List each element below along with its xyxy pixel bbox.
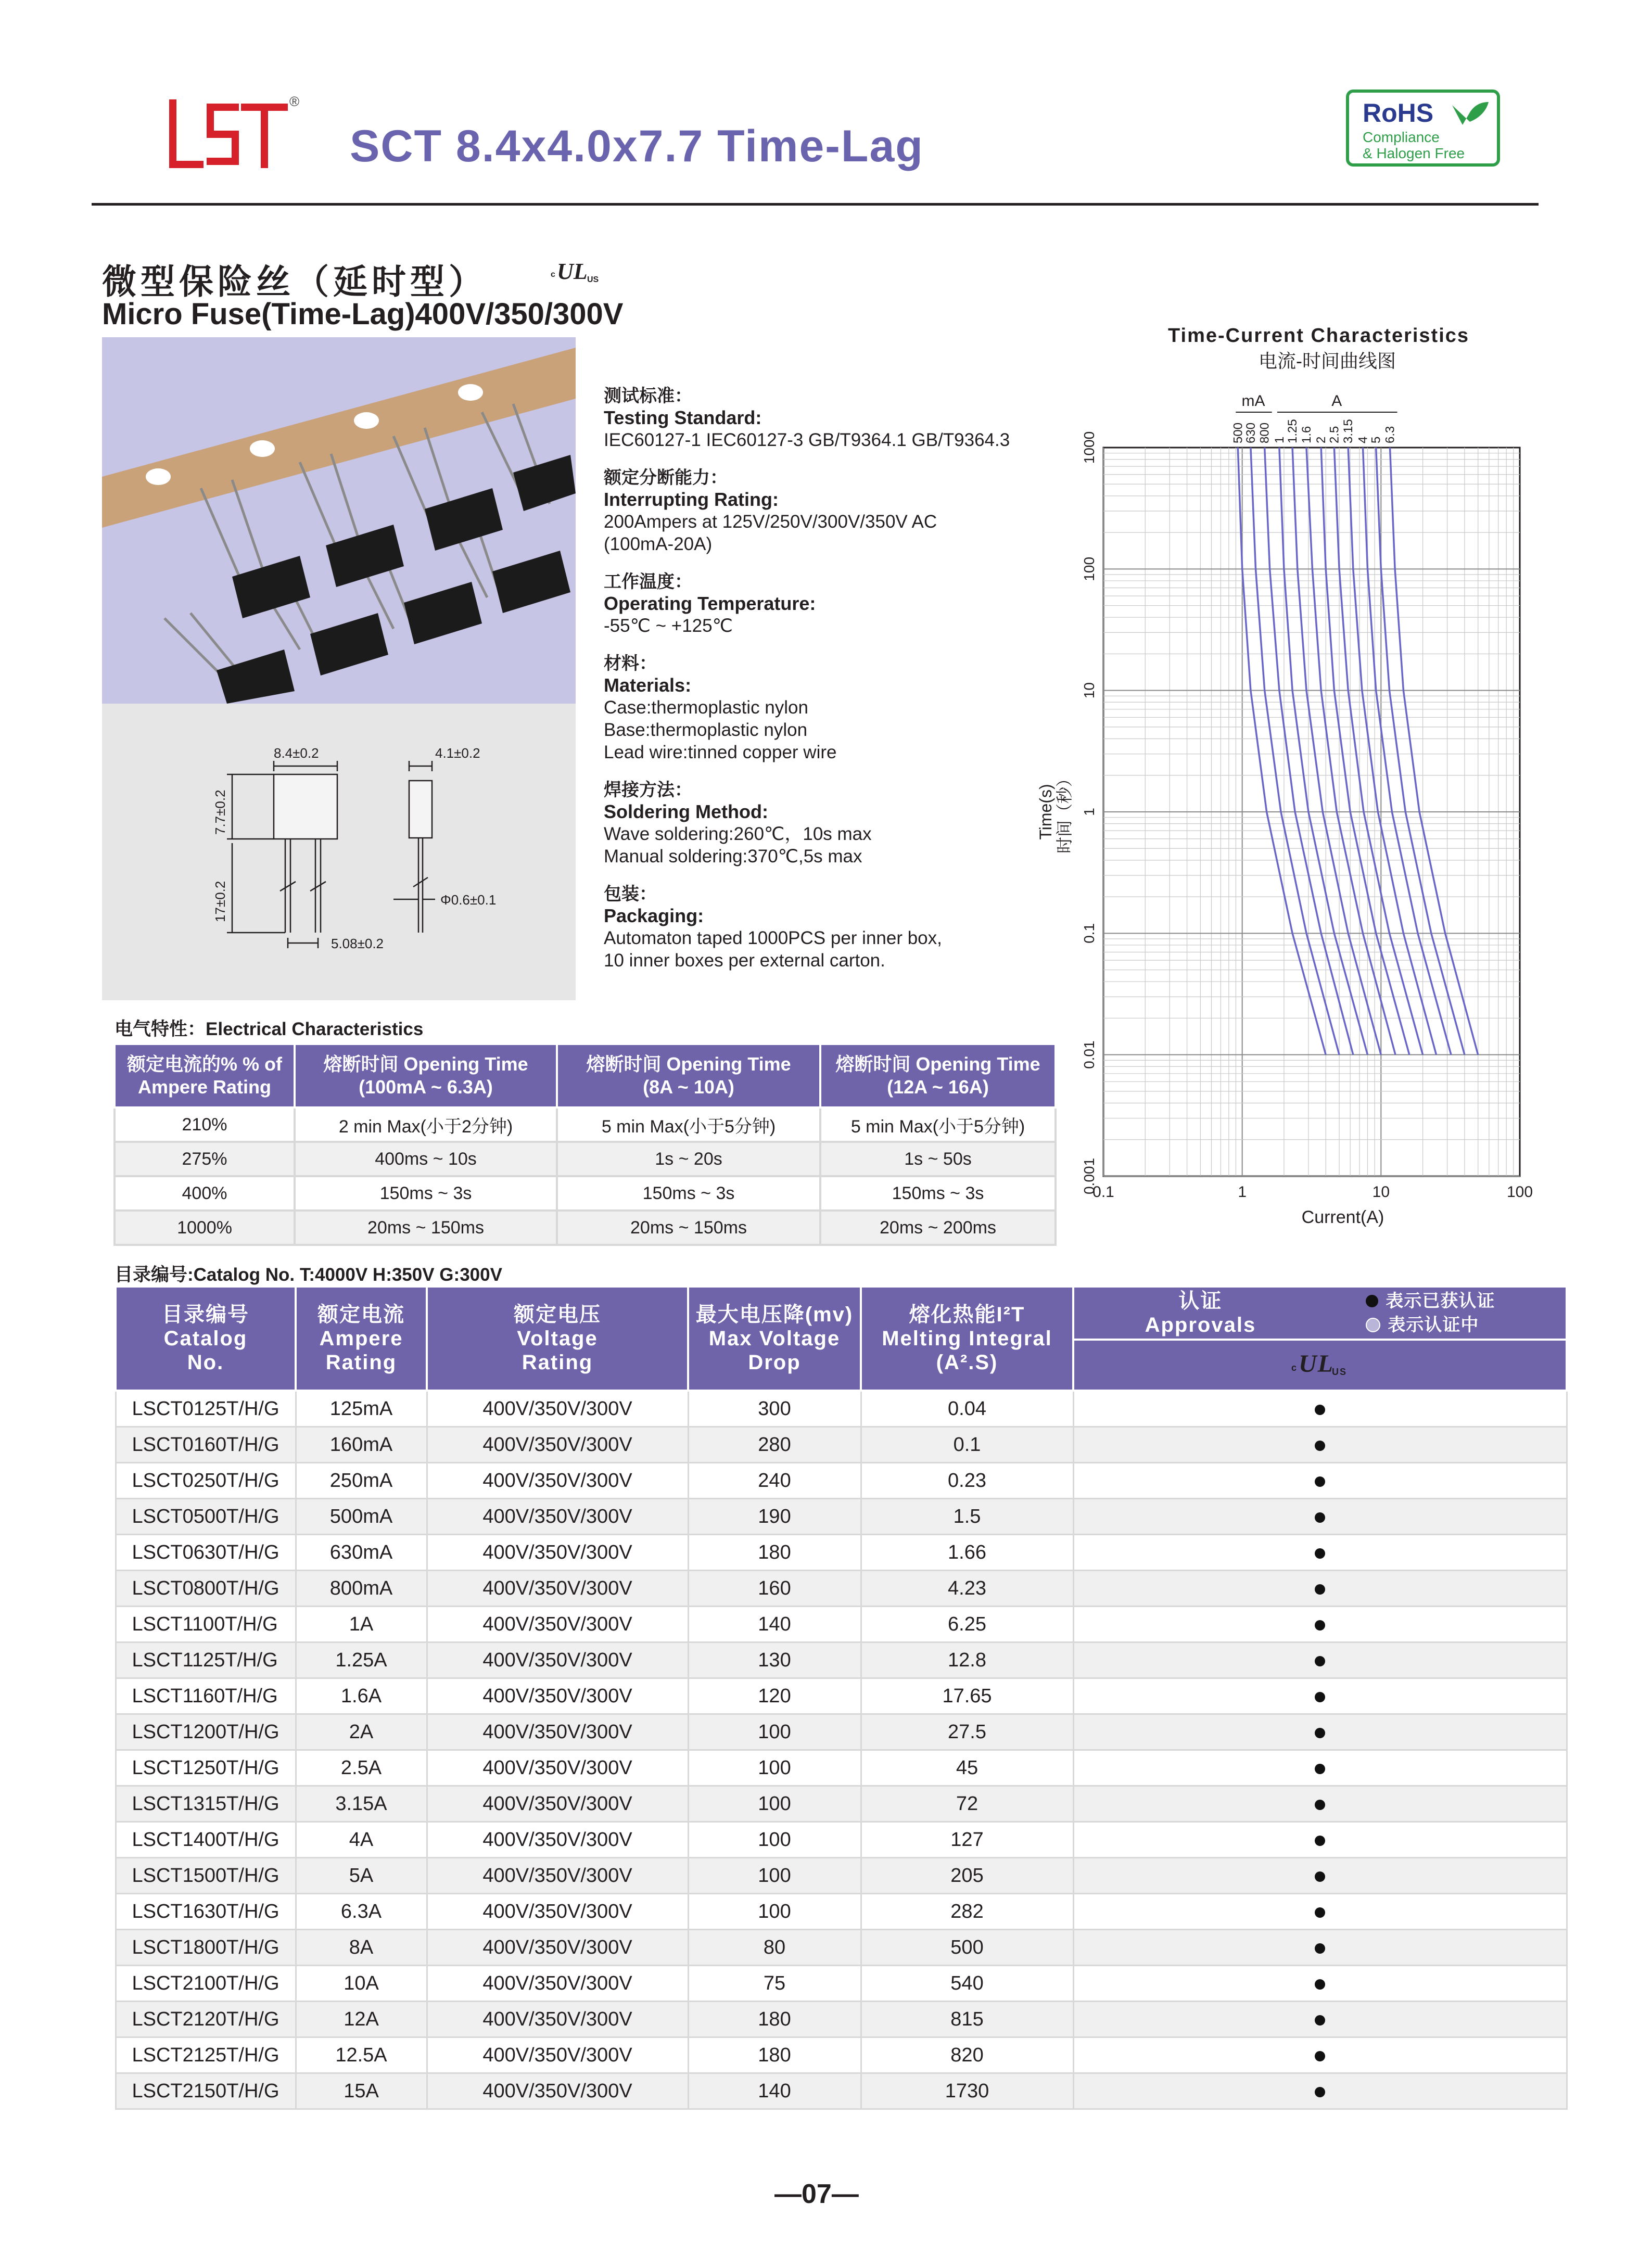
approved-dot-icon <box>1315 1800 1325 1810</box>
rating-label: 500 <box>1231 422 1246 443</box>
spec-block <box>604 385 1103 451</box>
melting-integral: 500 <box>861 1930 1073 1966</box>
electrical-cell: 150ms ~ 3s <box>820 1176 1056 1211</box>
spec-block <box>604 467 1103 555</box>
electrical-cell: 400% <box>115 1176 295 1211</box>
spec-block <box>604 779 1103 868</box>
approved-dot-icon <box>1315 1405 1325 1415</box>
electrical-cell: 20ms ~ 150ms <box>557 1211 820 1245</box>
melting-integral: 1730 <box>861 2073 1073 2109</box>
y-tick-label: 10 <box>1081 682 1097 699</box>
melting-integral: 0.1 <box>861 1427 1073 1463</box>
ampere-rating: 2.5A <box>296 1750 427 1786</box>
svg-text:c: c <box>1291 1362 1298 1373</box>
electrical-cell: 150ms ~ 3s <box>557 1176 820 1211</box>
approval-cell <box>1073 1786 1567 1822</box>
ampere-rating: 6.3A <box>296 1894 427 1930</box>
catalog-number: LSCT0500T/H/G <box>116 1499 296 1535</box>
catalog-row <box>116 1571 1567 1607</box>
spec-label-en: Interrupting Rating: <box>604 489 779 510</box>
electrical-cell: 150ms ~ 3s <box>295 1176 557 1211</box>
catalog-number: LSCT0125T/H/G <box>116 1391 296 1427</box>
voltage-rating: 400V/350V/300V <box>427 1571 688 1607</box>
legend-approved: 表示已获认证 <box>1366 1289 1495 1313</box>
y-tick-label: 1000 <box>1081 431 1097 464</box>
catalog-number: LSCT1250T/H/G <box>116 1750 296 1786</box>
dim-width: 8.4±0.2 <box>274 745 319 761</box>
catalog-number: LSCT2120T/H/G <box>116 2002 296 2037</box>
catalog-row <box>116 1858 1567 1894</box>
spec-value: Base:thermoplastic nylon <box>604 720 808 740</box>
approval-cell <box>1073 1858 1567 1894</box>
voltage-drop: 100 <box>688 1714 861 1750</box>
approved-dot-icon <box>1315 1692 1325 1702</box>
rating-label: 2 <box>1314 436 1329 443</box>
rating-label: 5 <box>1369 436 1383 443</box>
x-tick-label: 0.1 <box>1092 1183 1114 1201</box>
spec-value: 10 inner boxes per external carton. <box>604 950 885 971</box>
electrical-table <box>113 1043 1057 1246</box>
catalog-row <box>116 1391 1567 1427</box>
catalog-number: LSCT1125T/H/G <box>116 1642 296 1678</box>
melting-integral: 205 <box>861 1858 1073 1894</box>
catalog-number: LSCT1160T/H/G <box>116 1678 296 1714</box>
ma-group-label: mA <box>1241 392 1265 410</box>
voltage-rating: 400V/350V/300V <box>427 1930 688 1966</box>
ampere-rating: 3.15A <box>296 1786 427 1822</box>
cat-header-catalog: 目录编号 Catalog No. <box>116 1286 296 1391</box>
catalog-number: LSCT0250T/H/G <box>116 1463 296 1499</box>
voltage-rating: 400V/350V/300V <box>427 1678 688 1714</box>
catalog-number: LSCT1200T/H/G <box>116 1714 296 1750</box>
rating-label: 630 <box>1243 422 1258 443</box>
catalog-row <box>116 1750 1567 1786</box>
spec-label-en: Testing Standard: <box>604 407 762 428</box>
ampere-rating: 10A <box>296 1966 427 2002</box>
ampere-rating: 12A <box>296 2002 427 2037</box>
product-title-en: Micro Fuse(Time-Lag)400V/350/300V <box>102 297 624 331</box>
leaf-check-icon <box>1449 99 1491 130</box>
rating-label: 6.3 <box>1383 426 1397 443</box>
approved-dot-icon <box>1315 1512 1325 1523</box>
rating-label: 2.5 <box>1327 426 1342 443</box>
x-tick-label: 100 <box>1506 1183 1533 1201</box>
approved-dot-icon <box>1315 1836 1325 1846</box>
spec-label-cn: 材料： <box>604 654 657 673</box>
ampere-rating: 15A <box>296 2073 427 2109</box>
catalog-number: LSCT2100T/H/G <box>116 1966 296 2002</box>
catalog-number: LSCT0630T/H/G <box>116 1535 296 1571</box>
approvals-label-en: Approvals <box>1145 1314 1256 1336</box>
electrical-row <box>115 1176 1056 1211</box>
ampere-rating: 500mA <box>296 1499 427 1535</box>
approval-cell <box>1073 1499 1567 1535</box>
voltage-rating: 400V/350V/300V <box>427 1822 688 1858</box>
catalog-row <box>116 1499 1567 1535</box>
ampere-rating: 250mA <box>296 1463 427 1499</box>
electrical-cell: 5 min Max(小于5分钟) <box>820 1107 1056 1142</box>
y-tick-label: 0.01 <box>1081 1040 1097 1069</box>
cat-header-melting: 熔化热能I²T Melting Integral (A².S) <box>861 1286 1073 1391</box>
catalog-row <box>116 1607 1567 1642</box>
voltage-drop: 100 <box>688 1894 861 1930</box>
electrical-cell: 275% <box>115 1142 295 1176</box>
melting-integral: 12.8 <box>861 1642 1073 1678</box>
spec-value: Manual soldering:370℃,5s max <box>604 846 862 867</box>
approval-cell <box>1073 1427 1567 1463</box>
approved-dot-icon <box>1315 1764 1325 1774</box>
spec-block <box>604 883 1103 972</box>
catalog-row <box>116 1463 1567 1499</box>
catalog-number: LSCT1400T/H/G <box>116 1822 296 1858</box>
electrical-row <box>115 1211 1056 1245</box>
spec-label-cn: 额定分断能力： <box>604 468 728 488</box>
voltage-drop: 180 <box>688 1535 861 1571</box>
x-tick-label: 10 <box>1372 1183 1390 1201</box>
voltage-drop: 130 <box>688 1642 861 1678</box>
spec-label-en: Operating Temperature: <box>604 593 816 614</box>
svg-text:US: US <box>587 275 599 284</box>
spec-label-en: Packaging: <box>604 905 704 926</box>
melting-integral: 815 <box>861 2002 1073 2037</box>
voltage-rating: 400V/350V/300V <box>427 2073 688 2109</box>
melting-integral: 72 <box>861 1786 1073 1822</box>
voltage-rating: 400V/350V/300V <box>427 1463 688 1499</box>
voltage-drop: 280 <box>688 1427 861 1463</box>
voltage-drop: 100 <box>688 1822 861 1858</box>
svg-text:UL: UL <box>557 259 588 284</box>
chart-subtitle: 电流-时间曲线图 <box>1259 350 1396 372</box>
melting-integral: 17.65 <box>861 1678 1073 1714</box>
melting-integral: 4.23 <box>861 1571 1073 1607</box>
catalog-row <box>116 1427 1567 1463</box>
chart-title: Time-Current Characteristics <box>1168 325 1470 347</box>
voltage-rating: 400V/350V/300V <box>427 1786 688 1822</box>
svg-text:UL: UL <box>1299 1350 1334 1378</box>
catalog-row <box>116 1822 1567 1858</box>
x-tick-label: 1 <box>1238 1183 1247 1201</box>
melting-integral: 6.25 <box>861 1607 1073 1642</box>
approved-dot-icon <box>1315 1979 1325 1990</box>
electrical-cell: 2 min Max(小于2分钟) <box>295 1107 557 1142</box>
voltage-drop: 100 <box>688 1786 861 1822</box>
spec-value: -55℃ ~ +125℃ <box>604 616 733 636</box>
spec-value: 200Ampers at 125V/250V/300V/350V AC <box>604 512 937 532</box>
melting-integral: 282 <box>861 1894 1073 1930</box>
electrical-cell: 1s ~ 50s <box>820 1142 1056 1176</box>
ampere-rating: 160mA <box>296 1427 427 1463</box>
rohs-label: RoHS <box>1363 98 1434 128</box>
approval-cell <box>1073 1463 1567 1499</box>
catalog-number: LSCT1100T/H/G <box>116 1607 296 1642</box>
ampere-rating: 125mA <box>296 1391 427 1427</box>
page-number: —07— <box>774 2179 859 2209</box>
y-tick-label: 1 <box>1081 808 1097 816</box>
dim-lead-length: 17±0.2 <box>212 881 228 922</box>
catalog-row <box>116 1535 1567 1571</box>
voltage-rating: 400V/350V/300V <box>427 2002 688 2037</box>
spec-value: (100mA-20A) <box>604 534 713 554</box>
electrical-cell: 400ms ~ 10s <box>295 1142 557 1176</box>
voltage-rating: 400V/350V/300V <box>427 1427 688 1463</box>
approved-dot-icon <box>1315 1943 1325 1954</box>
filled-dot-icon <box>1366 1295 1378 1307</box>
dimension-drawing <box>102 704 576 1000</box>
svg-text:c: c <box>551 270 555 279</box>
voltage-drop: 190 <box>688 1499 861 1535</box>
approved-dot-icon <box>1315 1907 1325 1918</box>
catalog-row <box>116 1786 1567 1822</box>
spec-value: Automaton taped 1000PCS per inner box, <box>604 928 942 948</box>
spec-label-en: Materials: <box>604 674 692 696</box>
voltage-drop: 80 <box>688 1930 861 1966</box>
ec-header-range3: 熔断时间 Opening Time (12A ~ 16A) <box>820 1044 1056 1107</box>
cat-header-ampere: 额定电流 Ampere Rating <box>296 1286 427 1391</box>
spec-block <box>604 653 1103 763</box>
approved-dot-icon <box>1315 1728 1325 1738</box>
spec-block <box>604 571 1103 637</box>
rating-label: 4 <box>1356 436 1370 443</box>
voltage-drop: 75 <box>688 1966 861 2002</box>
approved-dot-icon <box>1315 2015 1325 2026</box>
rohs-compliance-text: Compliance & Halogen Free <box>1363 129 1465 161</box>
electrical-cell: 5 min Max(小于5分钟) <box>557 1107 820 1142</box>
voltage-drop: 300 <box>688 1391 861 1427</box>
catalog-row <box>116 2037 1567 2073</box>
catalog-number: LSCT2125T/H/G <box>116 2037 296 2073</box>
melting-integral: 0.23 <box>861 1463 1073 1499</box>
melting-integral: 45 <box>861 1750 1073 1786</box>
rating-label: 3.15 <box>1341 419 1356 443</box>
product-title-cn: 微型保险丝（延时型） <box>102 262 487 301</box>
spec-value: Case:thermoplastic nylon <box>604 697 808 718</box>
cat-header-voltage-drop: 最大电压降(mv) Max Voltage Drop <box>688 1286 861 1391</box>
catalog-row <box>116 1966 1567 2002</box>
voltage-rating: 400V/350V/300V <box>427 1858 688 1894</box>
approved-dot-icon <box>1315 1620 1325 1630</box>
rating-label: 1 <box>1272 436 1287 443</box>
hollow-dot-icon <box>1366 1318 1380 1332</box>
melting-integral: 820 <box>861 2037 1073 2073</box>
catalog-title: 目录编号:Catalog No. T:4000V H:350V G:300V <box>115 1265 502 1285</box>
melting-integral: 127 <box>861 1822 1073 1858</box>
voltage-drop: 140 <box>688 1607 861 1642</box>
approval-cell <box>1073 1535 1567 1571</box>
approval-cell <box>1073 1391 1567 1427</box>
cul-us-logo <box>1291 1347 1349 1378</box>
approved-dot-icon <box>1315 2087 1325 2097</box>
legend-pending: 表示认证中 <box>1366 1313 1495 1337</box>
catalog-number: LSCT2150T/H/G <box>116 2073 296 2109</box>
catalog-number: LSCT0160T/H/G <box>116 1427 296 1463</box>
y-tick-label: 0.1 <box>1081 923 1097 944</box>
approval-cell <box>1073 1750 1567 1786</box>
voltage-rating: 400V/350V/300V <box>427 1894 688 1930</box>
ampere-rating: 630mA <box>296 1535 427 1571</box>
voltage-drop: 240 <box>688 1463 861 1499</box>
ampere-rating: 12.5A <box>296 2037 427 2073</box>
specifications <box>604 385 1103 987</box>
catalog-number: LSCT1630T/H/G <box>116 1894 296 1930</box>
approved-dot-icon <box>1315 1476 1325 1487</box>
dim-pitch: 5.08±0.2 <box>331 936 384 951</box>
melting-integral: 27.5 <box>861 1714 1073 1750</box>
cul-us-logo <box>551 256 599 286</box>
catalog-number: LSCT1500T/H/G <box>116 1858 296 1894</box>
voltage-drop: 140 <box>688 2073 861 2109</box>
approval-cell <box>1073 1571 1567 1607</box>
y-tick-label: 100 <box>1081 556 1097 581</box>
approval-cell <box>1073 1678 1567 1714</box>
approval-cell <box>1073 1607 1567 1642</box>
electrical-title: 电气特性：Electrical Characteristics <box>115 1019 424 1039</box>
voltage-rating: 400V/350V/300V <box>427 1391 688 1427</box>
ampere-rating: 800mA <box>296 1571 427 1607</box>
voltage-rating: 400V/350V/300V <box>427 1535 688 1571</box>
approval-cell <box>1073 1714 1567 1750</box>
ampere-rating: 2A <box>296 1714 427 1750</box>
approved-dot-icon <box>1315 1548 1325 1559</box>
a-group-label: A <box>1331 392 1342 410</box>
voltage-drop: 120 <box>688 1678 861 1714</box>
approved-dot-icon <box>1315 1656 1325 1666</box>
approved-dot-icon <box>1315 1584 1325 1595</box>
ec-header-rating: 额定电流的% % of Ampere Rating <box>115 1044 295 1107</box>
catalog-table <box>115 1285 1568 2110</box>
cat-header-ul-mark <box>1073 1340 1567 1391</box>
approval-cell <box>1073 1894 1567 1930</box>
ampere-rating: 1A <box>296 1607 427 1642</box>
voltage-rating: 400V/350V/300V <box>427 1966 688 2002</box>
ampere-rating: 8A <box>296 1930 427 1966</box>
lst-logo <box>167 98 289 171</box>
spec-label-cn: 包装： <box>604 884 657 904</box>
electrical-cell: 1s ~ 20s <box>557 1142 820 1176</box>
approvals-label-cn: 认证 <box>1178 1290 1223 1313</box>
ampere-rating: 5A <box>296 1858 427 1894</box>
catalog-row <box>116 1930 1567 1966</box>
approval-cell <box>1073 2037 1567 2073</box>
svg-text:US: US <box>1332 1367 1348 1377</box>
voltage-drop: 100 <box>688 1858 861 1894</box>
catalog-number: LSCT1800T/H/G <box>116 1930 296 1966</box>
cat-header-voltage: 额定电压 Voltage Rating <box>427 1286 688 1391</box>
dim-lead-diameter: Φ0.6±0.1 <box>440 892 497 908</box>
voltage-rating: 400V/350V/300V <box>427 1642 688 1678</box>
product-photo <box>102 337 576 704</box>
rating-label: 1.25 <box>1286 419 1300 443</box>
electrical-cell: 20ms ~ 200ms <box>820 1211 1056 1245</box>
voltage-drop: 100 <box>688 1750 861 1786</box>
y-axis-label-cn: 时间（秒） <box>1054 770 1074 854</box>
page-title: SCT 8.4x4.0x7.7 Time-Lag <box>350 121 924 171</box>
approved-dot-icon <box>1315 2051 1325 2061</box>
voltage-drop: 160 <box>688 1571 861 1607</box>
spec-label-cn: 工作温度： <box>604 572 692 592</box>
catalog-row <box>116 1678 1567 1714</box>
ampere-rating: 4A <box>296 1822 427 1858</box>
y-tick-label: 0.001 <box>1081 1157 1097 1195</box>
melting-integral: 1.5 <box>861 1499 1073 1535</box>
time-current-chart <box>1031 385 1561 1239</box>
x-axis-label: Current(A) <box>1301 1207 1384 1227</box>
spec-value: Lead wire:tinned copper wire <box>604 742 837 762</box>
approved-dot-icon <box>1315 1441 1325 1451</box>
melting-integral: 0.04 <box>861 1391 1073 1427</box>
header-rule <box>92 203 1539 206</box>
cat-header-approvals <box>1073 1286 1567 1340</box>
electrical-cell: 1000% <box>115 1211 295 1245</box>
spec-label-cn: 焊接方法： <box>604 780 692 800</box>
catalog-row <box>116 1714 1567 1750</box>
spec-value: Wave soldering:260℃，10s max <box>604 824 872 844</box>
electrical-row <box>115 1107 1056 1142</box>
voltage-rating: 400V/350V/300V <box>427 1607 688 1642</box>
spec-label-en: Soldering Method: <box>604 801 768 822</box>
spec-label-cn: 测试标准： <box>604 386 692 406</box>
approval-cell <box>1073 2002 1567 2037</box>
catalog-row <box>116 1894 1567 1930</box>
catalog-row <box>116 1642 1567 1678</box>
approval-cell <box>1073 2073 1567 2109</box>
voltage-drop: 180 <box>688 2037 861 2073</box>
rohs-badge <box>1346 90 1500 167</box>
catalog-number: LSCT1315T/H/G <box>116 1786 296 1822</box>
melting-integral: 1.66 <box>861 1535 1073 1571</box>
electrical-cell: 20ms ~ 150ms <box>295 1211 557 1245</box>
spec-value: IEC60127-1 IEC60127-3 GB/T9364.1 GB/T9364.3 <box>604 430 1010 450</box>
electrical-row <box>115 1142 1056 1176</box>
approval-cell <box>1073 1966 1567 2002</box>
approved-dot-icon <box>1315 1871 1325 1882</box>
registered-mark: ® <box>289 94 300 109</box>
catalog-number: LSCT0800T/H/G <box>116 1571 296 1607</box>
rating-label: 800 <box>1257 422 1272 443</box>
voltage-drop: 180 <box>688 2002 861 2037</box>
fuse-tape-illustration <box>102 337 576 704</box>
voltage-rating: 400V/350V/300V <box>427 1499 688 1535</box>
approval-cell <box>1073 1642 1567 1678</box>
melting-integral: 540 <box>861 1966 1073 2002</box>
approval-cell <box>1073 1822 1567 1858</box>
catalog-row <box>116 2073 1567 2109</box>
voltage-rating: 400V/350V/300V <box>427 2037 688 2073</box>
y-axis-label: Time(s) <box>1036 784 1055 840</box>
ec-header-range1: 熔断时间 Opening Time (100mA ~ 6.3A) <box>295 1044 557 1107</box>
voltage-rating: 400V/350V/300V <box>427 1750 688 1786</box>
dim-depth: 4.1±0.2 <box>435 745 480 761</box>
ec-header-range2: 熔断时间 Opening Time (8A ~ 10A) <box>557 1044 820 1107</box>
catalog-row <box>116 2002 1567 2037</box>
rating-label: 1.6 <box>1299 426 1314 443</box>
ampere-rating: 1.25A <box>296 1642 427 1678</box>
ampere-rating: 1.6A <box>296 1678 427 1714</box>
dim-height: 7.7±0.2 <box>212 789 228 835</box>
voltage-rating: 400V/350V/300V <box>427 1714 688 1750</box>
approval-cell <box>1073 1930 1567 1966</box>
electrical-cell: 210% <box>115 1107 295 1142</box>
